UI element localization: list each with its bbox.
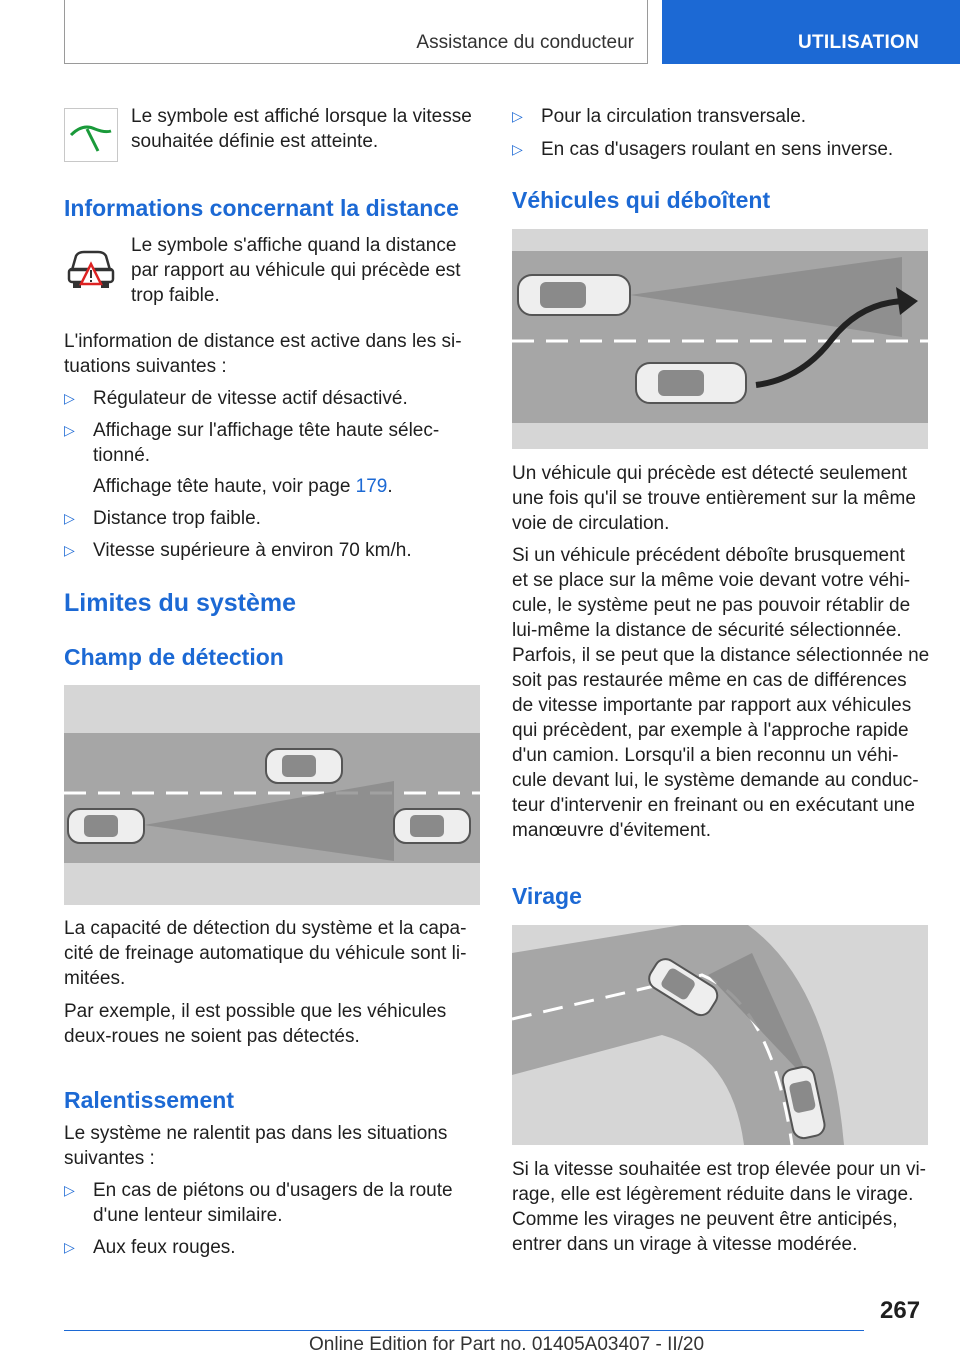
bullet-triangle-icon: ▷ <box>64 542 75 558</box>
bullet-triangle-icon: ▷ <box>64 1239 75 1255</box>
car-ego <box>518 275 630 315</box>
page-number: 267 <box>880 1297 921 1324</box>
bullet-triangle-icon: ▷ <box>64 390 75 406</box>
cutout-text-2: Si un véhicule précédent déboîte brusquement et se place sur la même voie devant votre véhi- cule, le système peut ne pas pouvoir rétablir de lui-même la distance de sécurité sélectionnée. Parfois, il se peut que la distance sélectionnée ne soit pas restaurée même en cas de différences de vitesse importante par rapport aux véhicules qui précèdent, par exemple à l'approche rapide d'un camion. Lorsqu'il a bien reconnu un véhi- cule devant lui, le système demande au conduc- teur d'intervenir en freinant ou en exécutant une manœuvre d'évitement. <box>512 545 930 841</box>
heading-curve: Virage <box>512 883 582 909</box>
page-link[interactable]: 179 <box>355 476 388 497</box>
detection-text-1: La capacité de détection du système et la capa- cité de freinage automatique du véhicule sont li- mitées. <box>64 918 467 989</box>
detection-text-2: Par exemple, il est possible que les véhicules deux-roues ne soient pas détectés. <box>64 1001 447 1047</box>
chapter-title: Assistance du conducteur <box>416 32 634 53</box>
distance-warning-car-icon <box>64 240 118 294</box>
car-ahead <box>394 809 470 843</box>
heading-distance: Informations concernant la distance <box>64 195 459 221</box>
distance-intro: L'information de distance est active dans les si- tuations suivantes : <box>64 331 462 377</box>
curve-text: Si la vitesse souhaitée est trop élevée pour un vi- rage, elle est légèrement réduite dans le virage. Comme les virages ne peuvent être anticipés, entrer dans un virage à vitesse modérée. <box>512 1159 927 1255</box>
section-label: UTILISATION <box>798 32 920 53</box>
detection-field-illustration <box>64 685 480 905</box>
bullet-triangle-icon: ▷ <box>64 422 75 438</box>
car-front <box>266 749 342 783</box>
icon2-text: Le symbole s'affiche quand la distance par rapport au véhicule qui précède est trop faible. <box>131 235 461 306</box>
cutout-illustration <box>512 229 928 449</box>
slowdown-intro: Le système ne ralentit pas dans les situations suivantes : <box>64 1123 448 1169</box>
car-cutting-out <box>636 363 746 403</box>
bullet-triangle-icon: ▷ <box>512 141 523 157</box>
section-tab <box>662 0 960 64</box>
cutout-text-1: Un véhicule qui précède est détecté seulement une fois qu'il se trouve entièrement sur la même voie de circulation. <box>512 463 916 534</box>
heading-limits: Limites du système <box>64 589 297 617</box>
heading-cutout: Véhicules qui déboîtent <box>512 187 771 213</box>
heading-slowdown: Ralentissement <box>64 1087 235 1113</box>
icon1-text: Le symbole est affiché lorsque la vitesse souhaitée définie est atteinte. <box>131 106 472 152</box>
bullet-triangle-icon: ▷ <box>64 1182 75 1198</box>
heading-detection: Champ de détection <box>64 644 284 670</box>
bullet-triangle-icon: ▷ <box>512 108 523 124</box>
footer-divider <box>64 1330 864 1331</box>
edition-info: Online Edition for Part no. 01405A03407 - II/20 <box>309 1334 705 1355</box>
car-ego <box>68 809 144 843</box>
speed-reached-icon <box>64 108 118 162</box>
bullet-triangle-icon: ▷ <box>64 510 75 526</box>
curve-illustration <box>512 925 928 1145</box>
hud-reference: Affichage tête haute, voir page 179. <box>93 476 393 497</box>
